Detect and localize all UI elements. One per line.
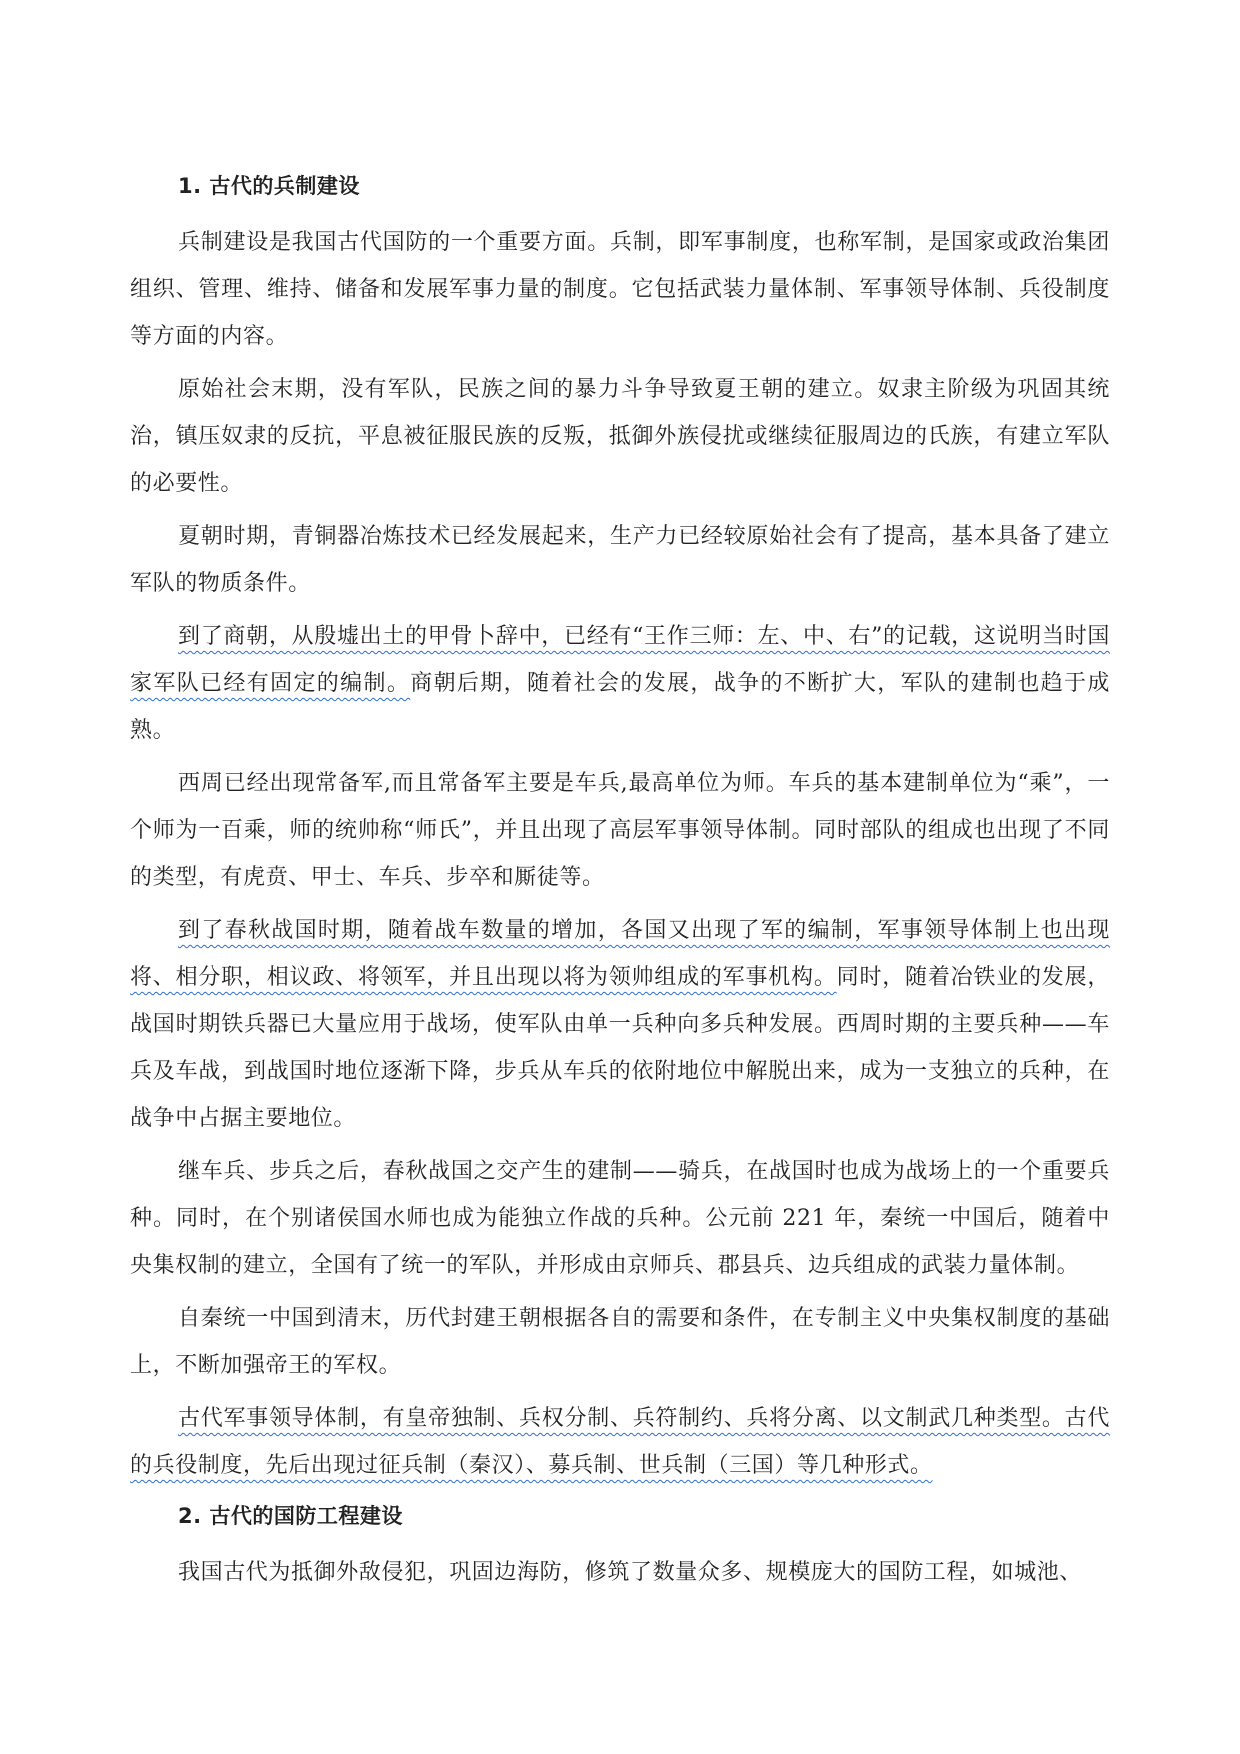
- underlined-passage: 到了商朝，从殷墟出土的甲骨卜辞中，已经有“王作三师：左、中、右”的记载，这说明当时国家军队已经有固定的编制。: [130, 624, 1110, 696]
- paragraph: 继车兵、步兵之后，春秋战国之交产生的建制——骑兵，在战国时也成为战场上的一个重要兵种。同时，在个别诸侯国水师也成为能独立作战的兵种。公元前 221 年，秦统一中国后，随着中央集权制的建立，全国有了统一的军队，并形成由京师兵、郡县兵、边兵组成的武装力量体制。: [130, 1159, 1110, 1278]
- paragraph: 夏朝时期，青铜器冶炼技术已经发展起来，生产力已经较原始社会有了提高，基本具备了建立军队的物质条件。: [130, 524, 1110, 596]
- paragraph: 我国古代为抵御外敌侵犯，巩固边海防，修筑了数量众多、规模庞大的国防工程，如城池、: [178, 1560, 1083, 1585]
- underlined-passage: 古代军事领导体制，有皇帝独制、兵权分制、兵符制约、兵将分离、以文制武几种类型。古代的兵役制度，先后出现过征兵制（秦汉）、募兵制、世兵制（三国）等几种形式。: [130, 1406, 1110, 1478]
- paragraph: 西周已经出现常备军,而且常备军主要是车兵,最高单位为师。车兵的基本建制单位为“乘”，一个师为一百乘，师的统帅称“师氏”，并且出现了高层军事领导体制。同时部队的组成也出现了不同的类型，有虎贲、甲士、车兵、步卒和厮徒等。: [130, 771, 1110, 890]
- paragraph: 兵制建设是我国古代国防的一个重要方面。兵制，即军事制度，也称军制，是国家或政治集团组织、管理、维持、储备和发展军事力量的制度。它包括武装力量体制、军事领导体制、兵役制度等方面的内容。: [130, 230, 1110, 349]
- paragraph: [130, 1395, 1110, 1489]
- paragraph: 原始社会末期，没有军队，民族之间的暴力斗争导致夏王朝的建立。奴隶主阶级为巩固其统治，镇压奴隶的反抗，平息被征服民族的反叛，抵御外族侵扰或继续征服周边的氏族，有建立军队的必要性。: [130, 377, 1110, 496]
- underlined-passage: 到了春秋战国时期，随着战车数量的增加，各国又出现了军的编制，军事领导体制上也出现将、相分职，相议政、将领军，并且出现以将为领帅组成的军事机构。: [130, 918, 1110, 990]
- paragraph-text: 商朝后期，随着社会的发展，战争的不断扩大，军队的建制也趋于成熟。: [130, 671, 1110, 743]
- document-page: [130, 165, 1110, 1602]
- paragraph: [130, 613, 1110, 754]
- section-heading-defense-engineering: 2. 古代的国防工程建设: [178, 1504, 403, 1528]
- paragraph: 自秦统一中国到清末，历代封建王朝根据各自的需要和条件，在专制主义中央集权制度的基础上，不断加强帝王的军权。: [130, 1306, 1110, 1378]
- section-heading-military-system: 1. 古代的兵制建设: [178, 174, 360, 198]
- paragraph: [130, 907, 1110, 1142]
- paragraph-text: 同时，随着冶铁业的发展，战国时期铁兵器已大量应用于战场，使军队由单一兵种向多兵种发展。西周时期的主要兵种——车兵及车战，到战国时地位逐渐下降，步兵从车兵的依附地位中解脱出来，成为一支独立的兵种，在战争中占据主要地位。: [130, 965, 1111, 1131]
